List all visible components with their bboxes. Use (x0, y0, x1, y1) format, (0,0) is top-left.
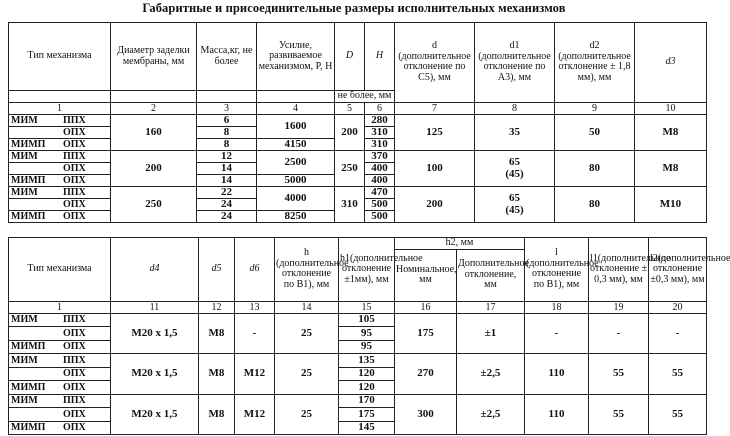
column-number: 9 (555, 102, 635, 114)
column-number: 8 (475, 102, 555, 114)
column-number: 15 (339, 301, 395, 313)
mechanism-type (9, 313, 111, 327)
d3-cell: M10 (635, 186, 707, 222)
mechanism-type (9, 210, 111, 222)
mechanism-name: МИМП (11, 381, 46, 393)
force-cell: 5000 (257, 174, 335, 186)
mechanism-subtype: ОПХ (63, 210, 86, 222)
force-cell: 4150 (257, 138, 335, 150)
mechanism-subtype: ОПХ (63, 174, 86, 186)
mechanism-subtype: ППХ (63, 395, 86, 407)
d1-note: (45) (505, 168, 524, 180)
D-cell: 310 (335, 186, 365, 222)
header-l2: l2(дополнительное отклонение ±0,3 мм), мм (649, 238, 707, 302)
table-row (9, 354, 707, 368)
l1-cell: 55 (589, 354, 649, 395)
table-row (9, 394, 707, 408)
mass-cell: 6 (197, 114, 257, 126)
mechanism-name: МИМ (11, 354, 38, 366)
H-cell: 500 (365, 198, 395, 210)
header-d6: d6 (235, 238, 275, 302)
h2-nominal-cell: 300 (395, 394, 457, 435)
d5-cell: M8 (199, 313, 235, 354)
d1-value: 65 (509, 192, 520, 204)
column-number: 17 (457, 301, 525, 313)
h1-cell: 120 (339, 367, 395, 381)
mechanism-subtype: ОПХ (63, 368, 86, 380)
mechanism-name: МИМ (11, 114, 38, 126)
diameter-cell: 250 (111, 186, 197, 222)
header-D: D (335, 23, 365, 91)
mass-cell: 12 (197, 150, 257, 162)
mechanism-name: МИМП (11, 174, 46, 186)
d6-cell: M12 (235, 354, 275, 395)
d4-cell: M20 x 1,5 (111, 354, 199, 395)
d-cell: 200 (395, 186, 475, 222)
d5-cell: M8 (199, 394, 235, 435)
column-number: 5 (335, 102, 365, 114)
mechanism-subtype: ОПХ (63, 408, 86, 420)
d5-cell: M8 (199, 354, 235, 395)
header-l1: l1(дополнительное отклонение ± 0,3 мм), мм (589, 238, 649, 302)
force-cell: 1600 (257, 114, 335, 138)
d1-value: 65 (509, 156, 520, 168)
l1-cell: 55 (589, 394, 649, 435)
d2-cell: 50 (555, 114, 635, 150)
column-number: 3 (197, 102, 257, 114)
H-cell: 400 (365, 174, 395, 186)
header-force: Усилие, развиваемое механизмом, P, Н (257, 23, 335, 91)
h1-cell: 175 (339, 408, 395, 422)
h2-dev-cell: ±2,5 (457, 354, 525, 395)
mechanism-name: МИМП (11, 210, 46, 222)
h2-dev-cell: ±1 (457, 313, 525, 354)
mass-cell: 14 (197, 174, 257, 186)
mechanism-subtype: ОПХ (63, 162, 86, 174)
mass-cell: 8 (197, 126, 257, 138)
header-d4: d4 (111, 238, 199, 302)
d-cell: 100 (395, 150, 475, 186)
d2-cell: 80 (555, 186, 635, 222)
mechanism-name: МИМ (11, 150, 38, 162)
mass-cell: 22 (197, 186, 257, 198)
header-diameter: Диаметр заделки мембраны, мм (111, 23, 197, 91)
column-number: 16 (395, 301, 457, 313)
mechanism-type (9, 138, 111, 150)
mechanism-subtype: ОПХ (63, 126, 86, 138)
header-type: Тип механизма (9, 23, 111, 91)
h-cell: 25 (275, 354, 339, 395)
column-number: 11 (111, 301, 199, 313)
h1-cell: 120 (339, 381, 395, 395)
mechanism-subtype: ППХ (63, 314, 86, 326)
column-number: 13 (235, 301, 275, 313)
table-row (9, 313, 707, 327)
header-H: H (365, 23, 395, 91)
header-type-2: Тип механизма (9, 238, 111, 302)
h1-cell: 95 (339, 327, 395, 341)
column-number: 14 (275, 301, 339, 313)
column-number: 1 (9, 301, 111, 313)
mechanism-subtype: ОПХ (63, 138, 86, 150)
D-cell: 250 (335, 150, 365, 186)
mass-cell: 24 (197, 210, 257, 222)
dimensions-table-2 (8, 237, 730, 435)
H-cell: 310 (365, 138, 395, 150)
mechanism-type (9, 162, 111, 174)
column-numbers-row (9, 102, 707, 114)
column-number: 20 (649, 301, 707, 313)
d3-cell: M8 (635, 114, 707, 150)
d1-cell (475, 150, 555, 186)
mechanism-type (9, 354, 111, 368)
mechanism-subtype: ППХ (63, 186, 86, 198)
mechanism-subtype: ОПХ (63, 422, 86, 434)
d-cell: 125 (395, 114, 475, 150)
l2-cell: 55 (649, 354, 707, 395)
mechanism-subtype: ОПХ (63, 341, 86, 353)
force-cell: 2500 (257, 150, 335, 174)
header-d: d (дополнительное отклонение по C5), мм (395, 23, 475, 103)
mechanism-type (9, 198, 111, 210)
mechanism-type (9, 381, 111, 395)
h-cell: 25 (275, 313, 339, 354)
mechanism-type (9, 186, 111, 198)
H-cell: 370 (365, 150, 395, 162)
h2-nominal-cell: 270 (395, 354, 457, 395)
mechanism-subtype: ОПХ (63, 327, 86, 339)
diameter-cell: 160 (111, 114, 197, 150)
h2-nominal-cell: 175 (395, 313, 457, 354)
mechanism-type (9, 340, 111, 354)
force-cell: 4000 (257, 186, 335, 210)
l2-cell: - (649, 313, 707, 354)
mechanism-type (9, 421, 111, 435)
column-number: 10 (635, 102, 707, 114)
d1-cell (475, 114, 555, 150)
header-d2: d2 (дополнительное отклонение ± 1,8 мм), мм (555, 23, 635, 103)
mechanism-type (9, 394, 111, 408)
H-cell: 470 (365, 186, 395, 198)
diameter-cell: 200 (111, 150, 197, 186)
h1-cell: 170 (339, 394, 395, 408)
mechanism-type (9, 150, 111, 162)
column-number: 1 (9, 102, 111, 114)
header-d1: d1 (дополнительное отклонение по A3), мм (475, 23, 555, 103)
mass-cell: 8 (197, 138, 257, 150)
l2-cell: 55 (649, 394, 707, 435)
D-cell: 200 (335, 114, 365, 150)
h1-cell: 145 (339, 421, 395, 435)
mechanism-subtype: ППХ (63, 354, 86, 366)
table-row (9, 150, 707, 162)
mechanism-name: МИМ (11, 186, 38, 198)
mass-cell: 14 (197, 162, 257, 174)
mechanism-subtype: ОПХ (63, 381, 86, 393)
d2-cell: 80 (555, 150, 635, 186)
header-d3: d3 (635, 23, 707, 103)
d6-cell: M12 (235, 394, 275, 435)
table-2-body (9, 313, 707, 435)
column-number: 12 (199, 301, 235, 313)
header-d5: d5 (199, 238, 235, 302)
mechanism-type (9, 114, 111, 126)
header-h2-deviation: Дополнительное отклонение, мм (457, 249, 525, 301)
l-cell: 110 (525, 394, 589, 435)
mechanism-type (9, 408, 111, 422)
l1-cell: - (589, 313, 649, 354)
mechanism-name: МИМ (11, 314, 38, 326)
d4-cell: M20 x 1,5 (111, 394, 199, 435)
column-number: 7 (395, 102, 475, 114)
column-numbers-row (9, 301, 707, 313)
column-number: 6 (365, 102, 395, 114)
header-l: l (дополнительное отклонение по B1), мм (525, 238, 589, 302)
mechanism-subtype: ППХ (63, 150, 86, 162)
d1-value: 35 (509, 126, 520, 138)
d1-note: (45) (505, 204, 524, 216)
mechanism-name: МИМП (11, 138, 46, 150)
h2-dev-cell: ±2,5 (457, 394, 525, 435)
d6-cell: - (235, 313, 275, 354)
dimensions-table-1 (8, 22, 707, 223)
h-cell: 25 (275, 394, 339, 435)
document-title: Габаритные и присоединительные размеры исполнительных механизмов (142, 1, 566, 15)
mechanism-type (9, 367, 111, 381)
header-h1: h1(дополнительное отклонение ±1мм), мм (339, 238, 395, 302)
h1-cell: 95 (339, 340, 395, 354)
column-number: 19 (589, 301, 649, 313)
H-cell: 310 (365, 126, 395, 138)
header-h2: h2, мм (395, 238, 525, 250)
force-cell: 8250 (257, 210, 335, 222)
h1-cell: 135 (339, 354, 395, 368)
mechanism-subtype: ОПХ (63, 198, 86, 210)
mechanism-subtype: ППХ (63, 114, 86, 126)
H-cell: 400 (365, 162, 395, 174)
mechanism-type (9, 126, 111, 138)
table-row (9, 114, 707, 126)
header-h2-nominal: Номинальное, мм (395, 249, 457, 301)
mechanism-type (9, 174, 111, 186)
l-cell: - (525, 313, 589, 354)
d3-cell: M8 (635, 150, 707, 186)
column-number: 2 (111, 102, 197, 114)
d1-cell (475, 186, 555, 222)
table-row (9, 186, 707, 198)
H-cell: 500 (365, 210, 395, 222)
mechanism-name: МИМП (11, 422, 46, 434)
header-h: h (дополнительное отклонение по B1), мм (275, 238, 339, 302)
mechanism-type (9, 327, 111, 341)
l-cell: 110 (525, 354, 589, 395)
column-number: 4 (257, 102, 335, 114)
table-1-body (9, 114, 707, 222)
column-number: 18 (525, 301, 589, 313)
header-not-more: не более, мм (335, 91, 395, 103)
d4-cell: M20 x 1,5 (111, 313, 199, 354)
mechanism-name: МИМП (11, 341, 46, 353)
H-cell: 280 (365, 114, 395, 126)
mechanism-name: МИМ (11, 395, 38, 407)
header-mass: Масса,кг, не более (197, 23, 257, 91)
mass-cell: 24 (197, 198, 257, 210)
h1-cell: 105 (339, 313, 395, 327)
